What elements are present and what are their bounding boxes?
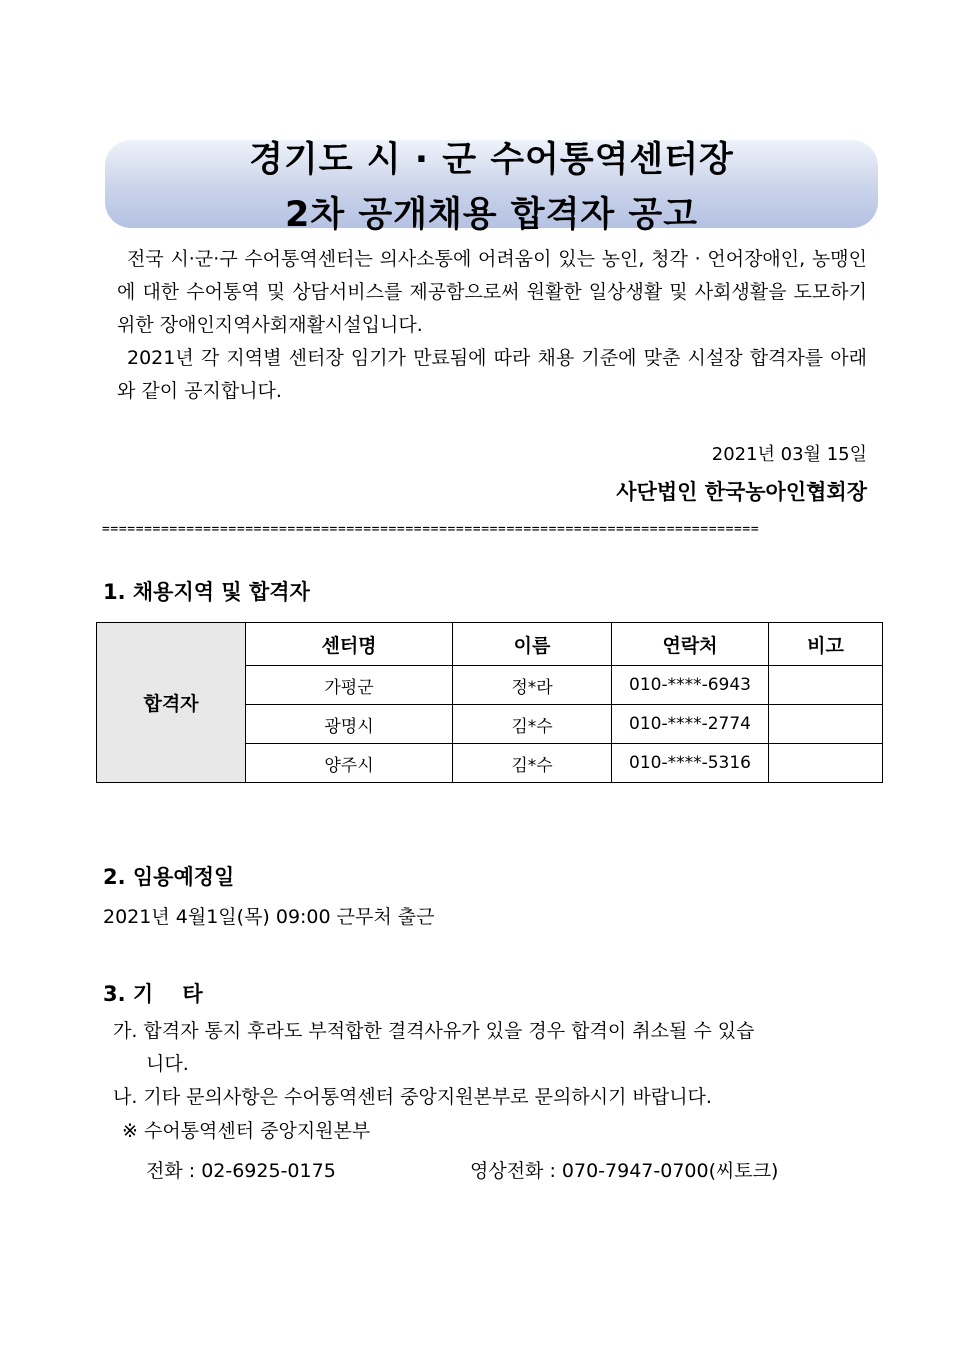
header-contact: 연락처 (612, 623, 769, 666)
intro-paragraph-2: 2021년 각 지역별 센터장 임기가 만료됨에 따라 채용 기준에 맞춘 시설장 합격자를 아래와 같이 공지합니다. (117, 347, 867, 402)
cell-note (769, 705, 883, 744)
item-a-line1: 가. 합격자 통지 후라도 부적합한 결격사유가 있을 경우 합격이 취소될 수 있습 (113, 1020, 755, 1042)
intro-paragraph-1: 전국 시·군·구 수어통역센터는 의사소통에 어려움이 있는 농인, 청각 · 언어장애인, 농맹인에 대한 수어통역 및 상담서비스를 제공함으로써 원활한 일상생활 및 사회생활을 도모하기 위한 장애인지역사회재활시설입니다. (117, 248, 867, 336)
header-name: 이름 (453, 623, 612, 666)
organization-name: 사단법인 한국농아인협회장 (616, 480, 867, 504)
cell-center: 광명시 (246, 705, 453, 744)
section1-title: 1. 채용지역 및 합격자 (103, 580, 310, 604)
results-table (96, 622, 883, 783)
cell-note (769, 744, 883, 783)
cell-name: 김*수 (453, 744, 612, 783)
page-title-line2: 2차 공개채용 합격자 공고 (284, 195, 698, 235)
page-title-line1: 경기도 시 · 군 수어통역센터장 (249, 140, 734, 180)
cell-name: 정*라 (453, 666, 612, 705)
table-header-row (97, 623, 883, 666)
cell-contact: 010-****-5316 (612, 744, 769, 783)
divider-line: ============================================================================== (102, 522, 760, 537)
cell-note (769, 666, 883, 705)
cell-contact: 010-****-6943 (612, 666, 769, 705)
item-a (113, 1015, 879, 1081)
item-a-line2: 니다. (146, 1053, 189, 1075)
header-note: 비고 (769, 623, 883, 666)
cell-contact: 010-****-2774 (612, 705, 769, 744)
video-phone-number: 영상전화 : 070-7947-0700(씨토크) (470, 1160, 779, 1182)
cell-center: 가평군 (246, 666, 453, 705)
header-center: 센터명 (246, 623, 453, 666)
announcement-date: 2021년 03월 15일 (711, 444, 867, 465)
cell-center: 양주시 (246, 744, 453, 783)
phone-number: 전화 : 02-6925-0175 (146, 1160, 336, 1182)
cell-name: 김*수 (453, 705, 612, 744)
contact-note: ※ 수어통역센터 중앙지원본부 (122, 1120, 371, 1142)
appointment-date-text: 2021년 4월1일(목) 09:00 근무처 출근 (103, 906, 435, 928)
row-label-cell: 합격자 (97, 623, 246, 783)
item-b: 나. 기타 문의사항은 수어통역센터 중앙지원본부로 문의하시기 바랍니다. (113, 1086, 712, 1108)
section3-title: 3. 기 타 (103, 982, 203, 1006)
section2-title: 2. 임용예정일 (103, 865, 235, 889)
